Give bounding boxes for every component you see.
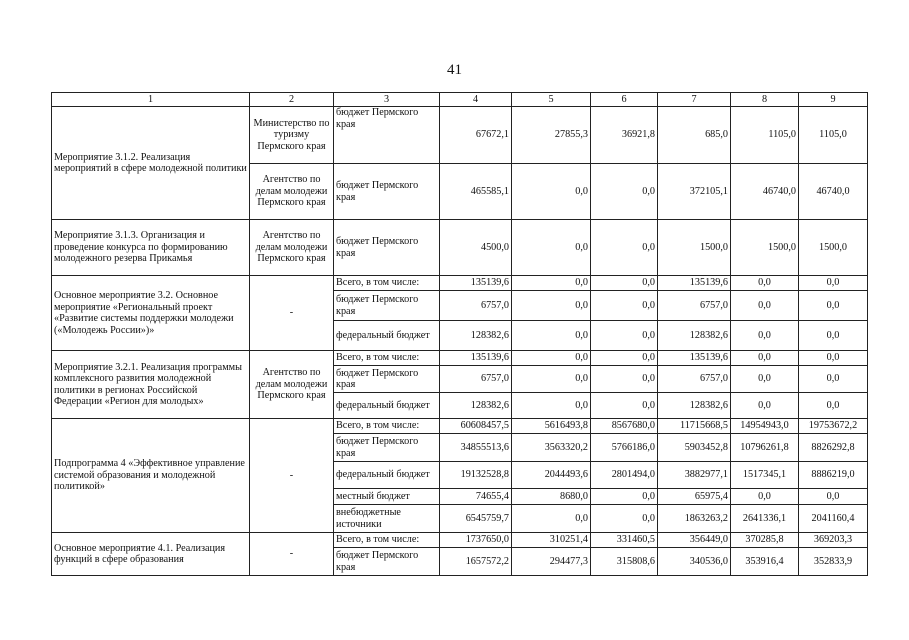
column-header: 1 bbox=[52, 93, 250, 107]
value-cell: 135139,6 bbox=[440, 351, 512, 366]
value-cell: 8567680,0 bbox=[591, 419, 658, 434]
source-cell: федеральный бюджет bbox=[334, 393, 440, 419]
value-cell: 8886219,0 bbox=[799, 462, 868, 489]
table-row bbox=[52, 351, 868, 366]
value-cell: 128382,6 bbox=[658, 393, 731, 419]
executor-cell: Агентство по делам молодежи Пермского края bbox=[250, 351, 334, 419]
value-cell: 8826292,8 bbox=[799, 434, 868, 462]
value-cell: 353916,4 bbox=[731, 548, 799, 576]
value-cell: 0,0 bbox=[731, 489, 799, 505]
event-cell: Подпрограмма 4 «Эффективное управление системой образования и молодежной политикой» bbox=[52, 419, 250, 533]
value-cell: 27855,3 bbox=[512, 107, 591, 164]
value-cell: 0,0 bbox=[591, 164, 658, 220]
value-cell: 0,0 bbox=[512, 276, 591, 291]
table-row bbox=[52, 419, 868, 434]
column-header: 7 bbox=[658, 93, 731, 107]
column-header: 8 bbox=[731, 93, 799, 107]
value-cell: 2044493,6 bbox=[512, 462, 591, 489]
value-cell: 5616493,8 bbox=[512, 419, 591, 434]
value-cell: 1500,0 bbox=[731, 220, 799, 276]
source-cell: бюджет Пермского края bbox=[334, 164, 440, 220]
value-cell: 369203,3 bbox=[799, 533, 868, 548]
value-cell: 352833,9 bbox=[799, 548, 868, 576]
value-cell: 5903452,8 bbox=[658, 434, 731, 462]
value-cell: 0,0 bbox=[512, 291, 591, 321]
value-cell: 60608457,5 bbox=[440, 419, 512, 434]
table-row bbox=[52, 276, 868, 291]
executor-cell: Агентство по делам молодежи Пермского края bbox=[250, 164, 334, 220]
value-cell: 3563320,2 bbox=[512, 434, 591, 462]
value-cell: 128382,6 bbox=[440, 321, 512, 351]
value-cell: 0,0 bbox=[512, 220, 591, 276]
executor-cell: Министерство по туризму Пермского края bbox=[250, 107, 334, 164]
value-cell: 4500,0 bbox=[440, 220, 512, 276]
source-cell: Всего, в том числе: bbox=[334, 351, 440, 366]
source-cell: бюджет Пермского края bbox=[334, 366, 440, 393]
value-cell: 0,0 bbox=[731, 366, 799, 393]
value-cell: 1517345,1 bbox=[731, 462, 799, 489]
source-cell: бюджет Пермского края bbox=[334, 220, 440, 276]
executor-cell: - bbox=[250, 419, 334, 533]
source-cell: местный бюджет bbox=[334, 489, 440, 505]
source-cell: бюджет Пермского края bbox=[334, 107, 440, 164]
value-cell: 0,0 bbox=[591, 489, 658, 505]
value-cell: 74655,4 bbox=[440, 489, 512, 505]
value-cell: 128382,6 bbox=[440, 393, 512, 419]
value-cell: 19753672,2 bbox=[799, 419, 868, 434]
value-cell: 0,0 bbox=[512, 321, 591, 351]
event-cell: Мероприятие 3.2.1. Реализация программы комплексного развития молодежной политики в регионах Российской Федерации «Регион для молодых» bbox=[52, 351, 250, 419]
value-cell: 0,0 bbox=[799, 351, 868, 366]
value-cell: 10796261,8 bbox=[731, 434, 799, 462]
column-header: 3 bbox=[334, 93, 440, 107]
value-cell: 1105,0 bbox=[731, 107, 799, 164]
value-cell: 1737650,0 bbox=[440, 533, 512, 548]
value-cell: 6757,0 bbox=[658, 366, 731, 393]
value-cell: 0,0 bbox=[591, 366, 658, 393]
value-cell: 34855513,6 bbox=[440, 434, 512, 462]
table-row bbox=[52, 220, 868, 276]
value-cell: 0,0 bbox=[591, 351, 658, 366]
value-cell: 2041160,4 bbox=[799, 505, 868, 533]
value-cell: 14954943,0 bbox=[731, 419, 799, 434]
value-cell: 0,0 bbox=[591, 291, 658, 321]
value-cell: 340536,0 bbox=[658, 548, 731, 576]
value-cell: 0,0 bbox=[731, 351, 799, 366]
value-cell: 0,0 bbox=[512, 393, 591, 419]
value-cell: 5766186,0 bbox=[591, 434, 658, 462]
value-cell: 0,0 bbox=[512, 164, 591, 220]
value-cell: 310251,4 bbox=[512, 533, 591, 548]
event-cell: Основное мероприятие 3.2. Основное мероприятие «Региональный проект «Развитие системы поддержки молодежи («Молодежь России»)» bbox=[52, 276, 250, 351]
value-cell: 6545759,7 bbox=[440, 505, 512, 533]
value-cell: 0,0 bbox=[591, 220, 658, 276]
value-cell: 135139,6 bbox=[658, 351, 731, 366]
value-cell: 6757,0 bbox=[658, 291, 731, 321]
executor-cell: - bbox=[250, 533, 334, 576]
page-number: 41 bbox=[447, 62, 462, 78]
value-cell: 0,0 bbox=[512, 505, 591, 533]
source-cell: федеральный бюджет bbox=[334, 321, 440, 351]
column-header: 6 bbox=[591, 93, 658, 107]
value-cell: 46740,0 bbox=[799, 164, 868, 220]
budget-table bbox=[51, 92, 868, 576]
value-cell: 370285,8 bbox=[731, 533, 799, 548]
value-cell: 11715668,5 bbox=[658, 419, 731, 434]
header-row bbox=[52, 93, 868, 107]
executor-cell: Агентство по делам молодежи Пермского края bbox=[250, 220, 334, 276]
value-cell: 372105,1 bbox=[658, 164, 731, 220]
source-cell: Всего, в том числе: bbox=[334, 533, 440, 548]
value-cell: 0,0 bbox=[799, 276, 868, 291]
value-cell: 0,0 bbox=[591, 505, 658, 533]
value-cell: 315808,6 bbox=[591, 548, 658, 576]
column-header: 5 bbox=[512, 93, 591, 107]
value-cell: 294477,3 bbox=[512, 548, 591, 576]
value-cell: 1863263,2 bbox=[658, 505, 731, 533]
value-cell: 46740,0 bbox=[731, 164, 799, 220]
value-cell: 1500,0 bbox=[658, 220, 731, 276]
value-cell: 0,0 bbox=[731, 393, 799, 419]
value-cell: 685,0 bbox=[658, 107, 731, 164]
executor-cell: - bbox=[250, 276, 334, 351]
value-cell: 67672,1 bbox=[440, 107, 512, 164]
value-cell: 2641336,1 bbox=[731, 505, 799, 533]
source-cell: бюджет Пермского края bbox=[334, 291, 440, 321]
value-cell: 128382,6 bbox=[658, 321, 731, 351]
value-cell: 19132528,8 bbox=[440, 462, 512, 489]
column-header: 9 bbox=[799, 93, 868, 107]
value-cell: 3882977,1 bbox=[658, 462, 731, 489]
event-cell: Мероприятие 3.1.3. Организация и проведение конкурса по формированию молодежного резерва Прикамья bbox=[52, 220, 250, 276]
table-row bbox=[52, 533, 868, 548]
value-cell: 2801494,0 bbox=[591, 462, 658, 489]
value-cell: 0,0 bbox=[799, 291, 868, 321]
source-cell: внебюджетные источники bbox=[334, 505, 440, 533]
value-cell: 1105,0 bbox=[799, 107, 868, 164]
value-cell: 6757,0 bbox=[440, 291, 512, 321]
value-cell: 8680,0 bbox=[512, 489, 591, 505]
event-cell: Мероприятие 3.1.2. Реализация мероприятий в сфере молодежной политики bbox=[52, 107, 250, 220]
value-cell: 0,0 bbox=[591, 276, 658, 291]
column-header: 4 bbox=[440, 93, 512, 107]
value-cell: 0,0 bbox=[591, 321, 658, 351]
value-cell: 135139,6 bbox=[658, 276, 731, 291]
value-cell: 0,0 bbox=[731, 291, 799, 321]
value-cell: 465585,1 bbox=[440, 164, 512, 220]
table-row bbox=[52, 107, 868, 164]
value-cell: 0,0 bbox=[731, 276, 799, 291]
source-cell: бюджет Пермского края bbox=[334, 434, 440, 462]
value-cell: 0,0 bbox=[591, 393, 658, 419]
value-cell: 6757,0 bbox=[440, 366, 512, 393]
value-cell: 36921,8 bbox=[591, 107, 658, 164]
value-cell: 0,0 bbox=[512, 351, 591, 366]
value-cell: 0,0 bbox=[512, 366, 591, 393]
value-cell: 65975,4 bbox=[658, 489, 731, 505]
source-cell: Всего, в том числе: bbox=[334, 419, 440, 434]
source-cell: Всего, в том числе: bbox=[334, 276, 440, 291]
value-cell: 331460,5 bbox=[591, 533, 658, 548]
value-cell: 356449,0 bbox=[658, 533, 731, 548]
value-cell: 1500,0 bbox=[799, 220, 868, 276]
value-cell: 135139,6 bbox=[440, 276, 512, 291]
source-cell: бюджет Пермского края bbox=[334, 548, 440, 576]
value-cell: 0,0 bbox=[799, 366, 868, 393]
value-cell: 1657572,2 bbox=[440, 548, 512, 576]
value-cell: 0,0 bbox=[799, 393, 868, 419]
value-cell: 0,0 bbox=[799, 321, 868, 351]
source-cell: федеральный бюджет bbox=[334, 462, 440, 489]
value-cell: 0,0 bbox=[799, 489, 868, 505]
column-header: 2 bbox=[250, 93, 334, 107]
event-cell: Основное мероприятие 4.1. Реализация функций в сфере образования bbox=[52, 533, 250, 576]
value-cell: 0,0 bbox=[731, 321, 799, 351]
